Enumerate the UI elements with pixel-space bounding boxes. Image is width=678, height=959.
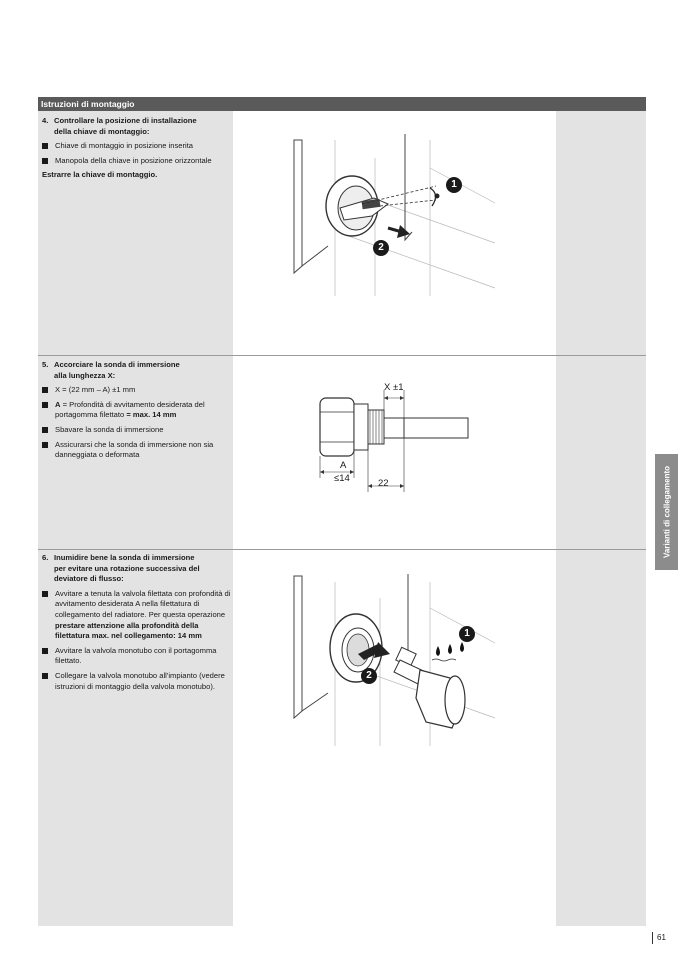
- section-header: Istruzioni di montaggio: [38, 97, 646, 111]
- step-number: 5.: [42, 360, 49, 369]
- bullet-item: Avvitare la valvola monotubo con il portagomma filettato.: [42, 646, 234, 667]
- step-6-title: 6. Inumidire bene la sonda di immersione per evitare una rotazione successiva del deviatore di flusso:: [42, 553, 200, 584]
- bullet-square-icon: [42, 427, 48, 433]
- figure-valve-screwing: [280, 568, 510, 748]
- bullet-item: X = (22 mm – A) ±1 mm: [42, 385, 234, 396]
- right-column-background: [556, 111, 646, 926]
- step-5: [42, 360, 234, 461]
- section-divider: [38, 355, 646, 356]
- left-column-background: [38, 111, 233, 926]
- dimension-22-label: 22: [378, 478, 389, 489]
- bullet-square-icon: [42, 442, 48, 448]
- bullet-item: A = Profondità di avvitamento desiderata del portagomma filettato = max. 14 mm: [42, 400, 234, 421]
- callout-2-icon: 2: [361, 668, 377, 684]
- callout-1-icon: 1: [446, 177, 462, 193]
- step-note: Estrarre la chiave di montaggio.: [42, 170, 158, 180]
- bullet-item: Sbavare la sonda di immersione: [42, 425, 234, 436]
- section-divider: [38, 549, 646, 550]
- dimension-x-label: X ±1: [384, 382, 404, 393]
- bullet-square-icon: [42, 591, 48, 597]
- bullet-square-icon: [42, 648, 48, 654]
- bullet-item: Collegare la valvola monotubo all'impianto (vedere istruzioni di montaggio della valvola monotubo).: [42, 671, 234, 692]
- step-number: 4.: [42, 116, 49, 125]
- bullet-square-icon: [42, 387, 48, 393]
- step-4: [42, 116, 234, 181]
- dimension-a-label: A: [340, 460, 347, 471]
- callout-1-icon: 1: [459, 626, 475, 642]
- page-number: 61: [652, 932, 666, 944]
- bullet-square-icon: [42, 143, 48, 149]
- figure-key-extraction: [280, 128, 510, 298]
- step-4-title: 4. Controllare la posizione di installazione della chiave di montaggio:: [42, 116, 197, 136]
- side-tab-label: Varianti di collegamento: [662, 465, 671, 559]
- bullet-item: Chiave di montaggio in posizione inserita: [42, 141, 234, 152]
- callout-2-icon: 2: [373, 240, 389, 256]
- bullet-square-icon: [42, 158, 48, 164]
- bullet-item: Assicurarsi che la sonda di immersione non sia danneggiata o deformata: [42, 440, 234, 461]
- bullet-item: Manopola della chiave in posizione orizzontale: [42, 156, 234, 167]
- bullet-square-icon: [42, 402, 48, 408]
- bullet-item: Avvitare a tenuta la valvola filettata con profondità di avvitamento desiderata A nella filettatura di collegamento del radiatore. Per questa operazione prestare attenzione alla profondità della filettatura max. nel collegamento: 14 mm: [42, 589, 234, 642]
- step-6: [42, 553, 234, 692]
- step-5-title: 5. Accorciare la sonda di immersione alla lunghezza X:: [42, 360, 180, 380]
- bullet-square-icon: [42, 673, 48, 679]
- side-tab[interactable]: [655, 454, 678, 570]
- step-number: 6.: [42, 553, 49, 562]
- dimension-a-max-label: ≤14: [334, 473, 350, 484]
